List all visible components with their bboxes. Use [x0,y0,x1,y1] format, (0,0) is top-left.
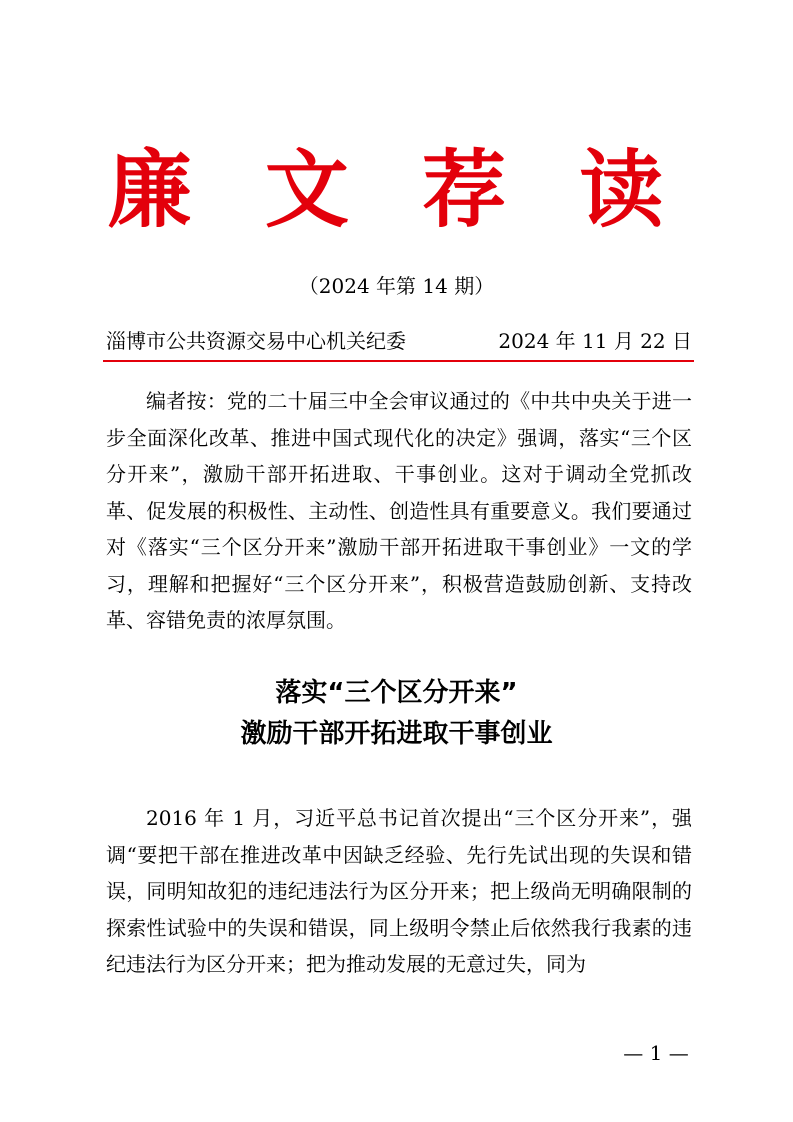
article-title [0,673,793,755]
header-line [106,326,692,358]
editor-note: 编者按：党的二十届三中全会审议通过的《中共中央关于进一步全面深化改革、推进中国式现代化的决定》强调，落实“三个区分开来”，激励干部开拓进取、干事创业。这对于调动全党抓改革、促发展的积极性、主动性、创造性具有重要意义。我们要通过对《落实“三个区分开来”激励干部开拓进取干事创业》一文的学习，理解和把握好“三个区分开来”，积极营造鼓励创新、支持改革、容错免责的浓厚氛围。 [106,389,692,632]
article-title-line-1: 落实“三个区分开来” [275,678,518,708]
issue-date: 2024 年 11 月 22 日 [498,329,692,353]
masthead-title: 廉 文 荐 读 [107,140,686,239]
article-title-line-2: 激励干部开拓进取干事创业 [240,719,553,749]
issue-number: （2024 年第 14 期） [298,274,495,298]
article-body: 2016 年 1 月，习近平总书记首次提出“三个区分开来”，强调“要把干部在推进改革中因缺乏经验、先行先试出现的失误和错误，同明知故犯的违纪违法行为区分开来；把上级尚无明确限制的探索性试验中的失误和错误，同上级明令禁止后依然我行我素的违纪违法行为区分开来；把为推动发展的无意过失，同为 [106,806,692,976]
issuing-organization: 淄博市公共资源交易中心机关纪委 [106,329,406,353]
page-number: — 1 — [623,1041,689,1065]
red-divider-line [103,360,694,362]
